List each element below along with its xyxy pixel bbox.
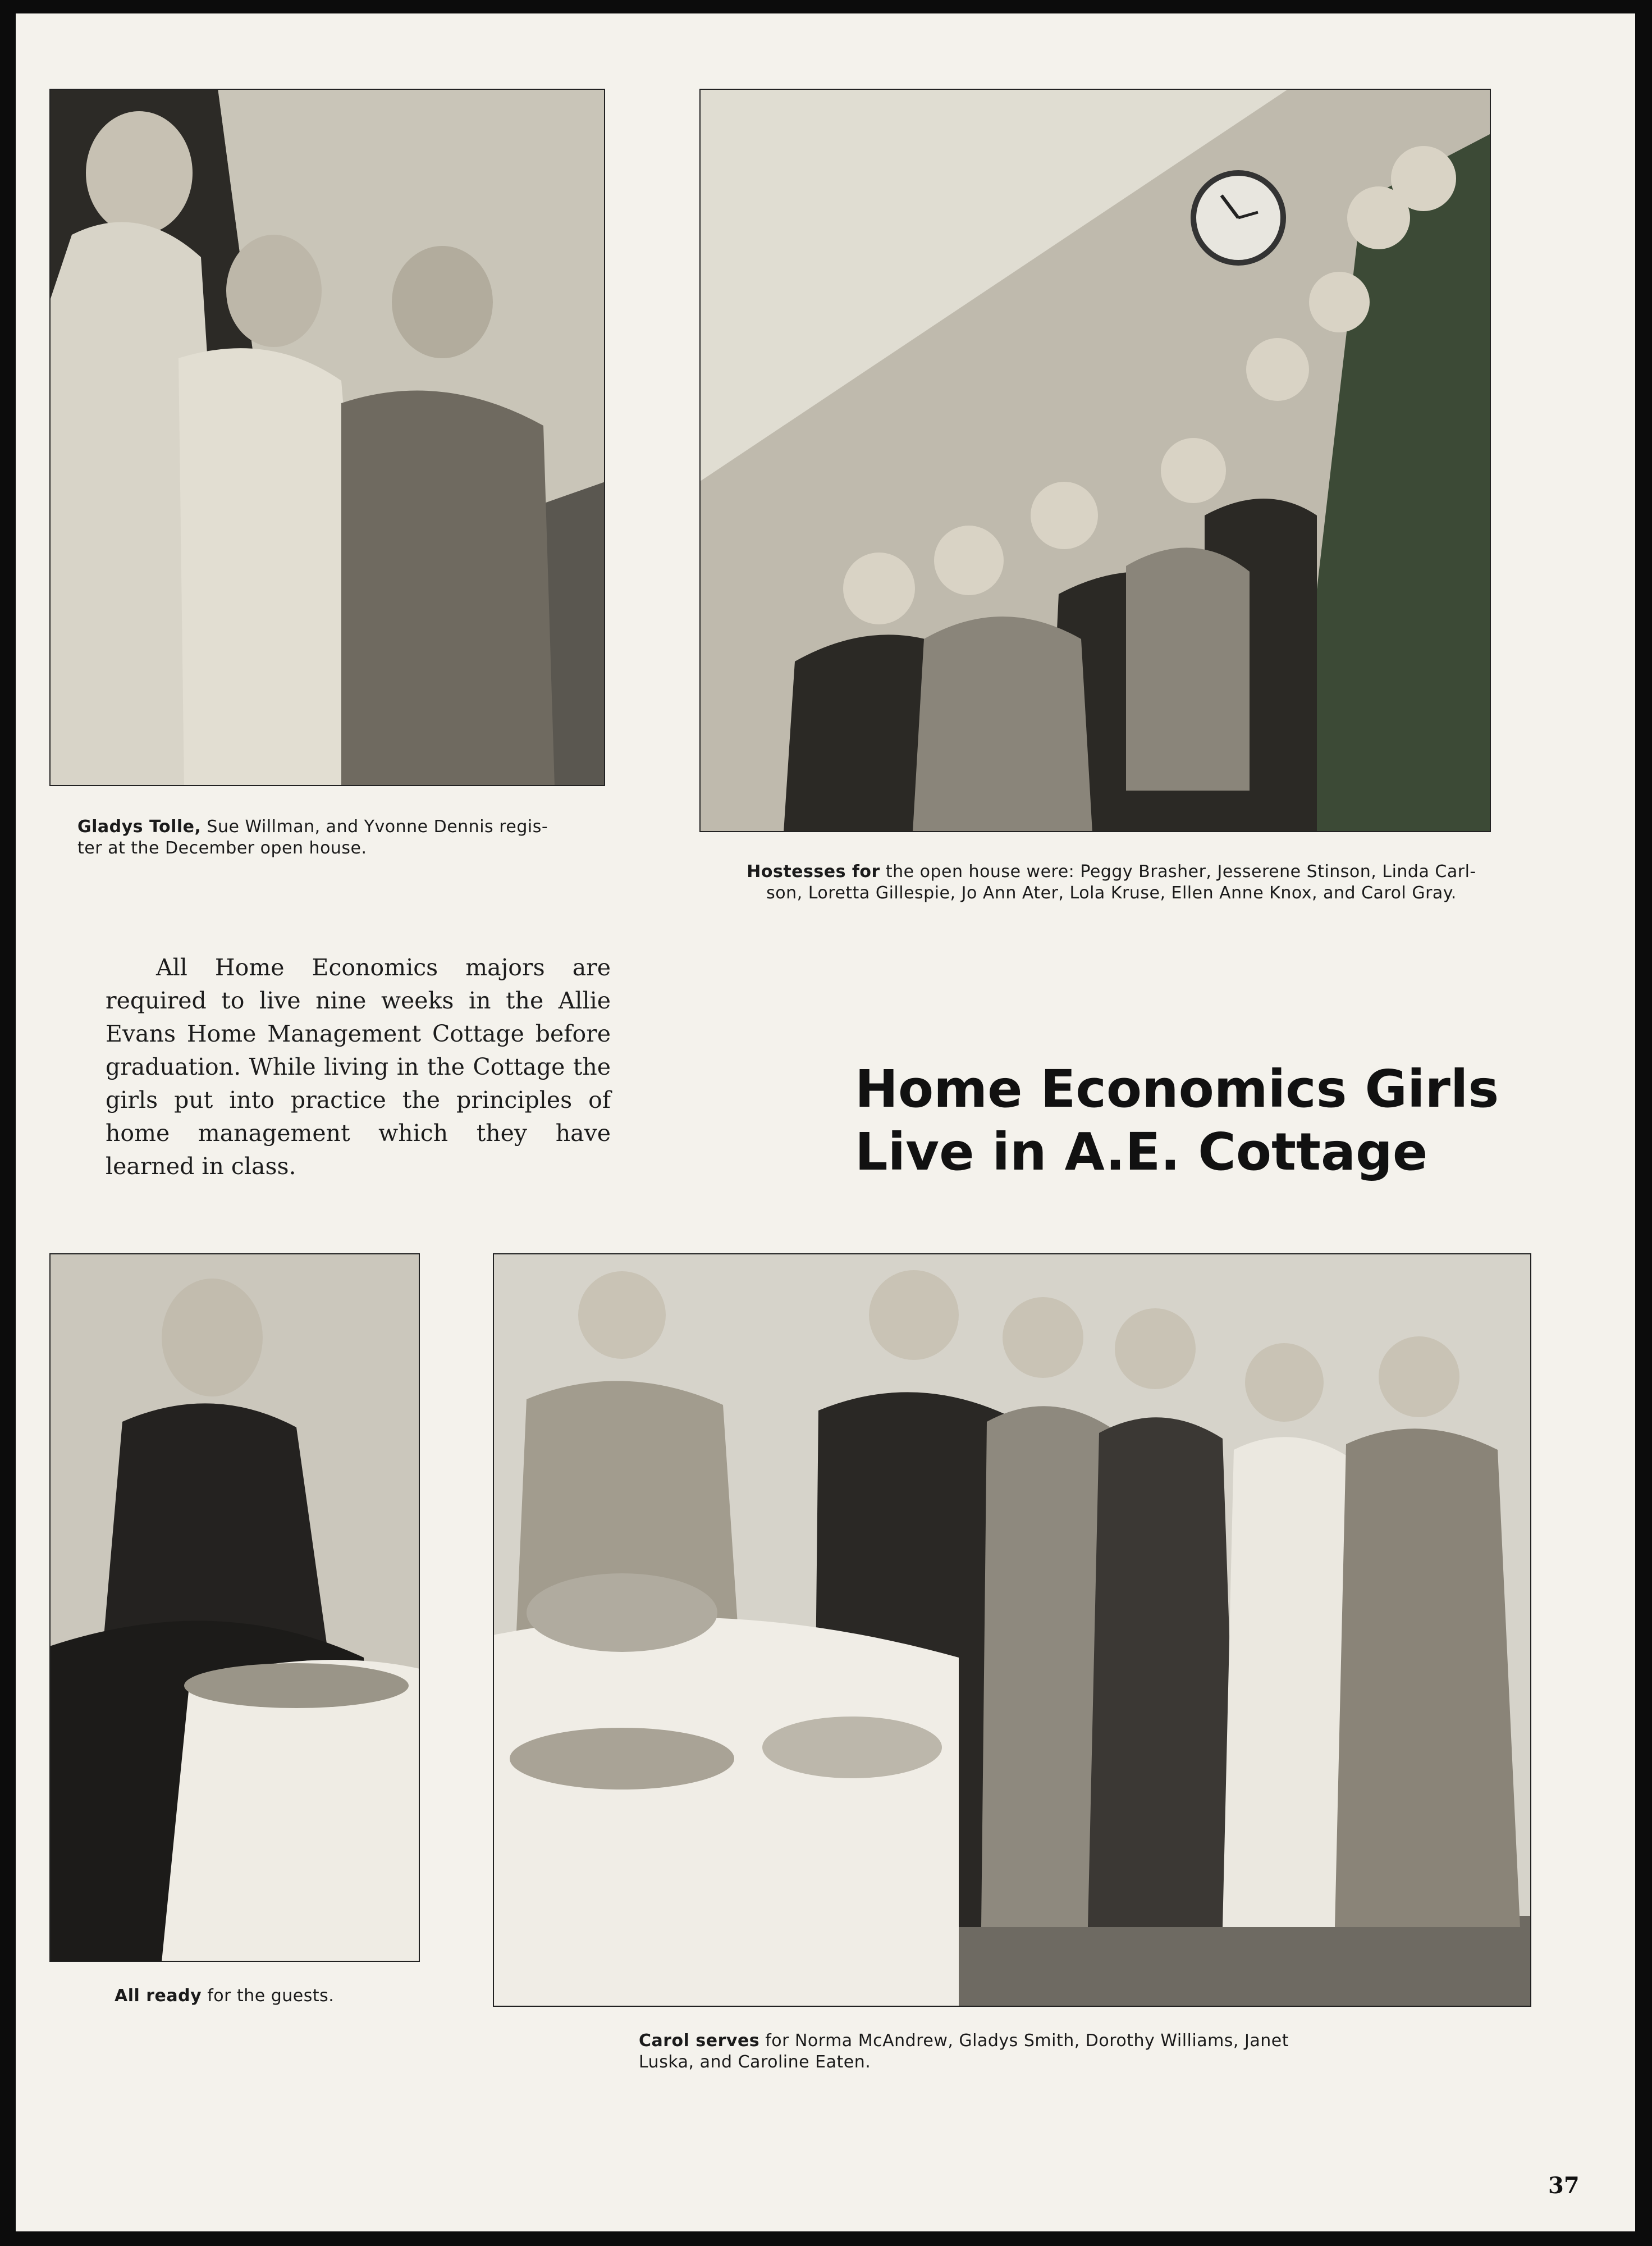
photo-serving-icon bbox=[493, 1253, 1531, 2007]
page-title-line-2: Live in A.E. Cottage bbox=[855, 1122, 1428, 1182]
caption-ready-text-1: for the guests. bbox=[202, 1986, 335, 2006]
caption-serving-text-1: for Norma McAndrew, Gladys Smith, Dorothy Williams, Janet bbox=[759, 2031, 1289, 2051]
caption-serving-lead: Carol serves bbox=[639, 2031, 760, 2051]
caption-hostesses-text-2: son, Loretta Gillespie, Jo Ann Ater, Lola Kruse, Ellen Anne Knox, and Carol Gray. bbox=[766, 883, 1457, 903]
photo-serving bbox=[493, 1253, 1531, 2007]
caption-registration bbox=[77, 816, 583, 859]
caption-registration-text-2: ter at the December open house. bbox=[77, 838, 367, 858]
page-number: 37 bbox=[1548, 2172, 1580, 2199]
caption-serving-text-2: Luska, and Caroline Eaten. bbox=[639, 2052, 871, 2072]
caption-ready-lead: All ready bbox=[115, 1986, 202, 2006]
yearbook-page bbox=[16, 13, 1635, 2231]
caption-registration-lead: Gladys Tolle, bbox=[77, 817, 202, 837]
caption-serving bbox=[639, 2030, 1481, 2073]
photo-registration-icon bbox=[49, 89, 605, 786]
caption-registration-text-1: Sue Willman, and Yvonne Dennis regis- bbox=[201, 817, 548, 837]
body-paragraph: All Home Economics majors are required to live nine weeks in the Allie Evans Home Management Cottage before graduation. While living in the Cottage the girls put into practice the principles of home management which they have learned in class. bbox=[106, 954, 611, 1180]
caption-hostesses bbox=[741, 861, 1482, 904]
photo-ready bbox=[49, 1253, 420, 1962]
photo-hostesses bbox=[699, 89, 1491, 832]
caption-ready bbox=[115, 1985, 406, 2007]
photo-ready-icon bbox=[49, 1253, 420, 1962]
page-title-line-1: Home Economics Girls bbox=[855, 1059, 1499, 1119]
caption-hostesses-lead: Hostesses for bbox=[747, 862, 880, 882]
photo-registration bbox=[49, 89, 605, 786]
photo-hostesses-icon bbox=[699, 89, 1491, 832]
caption-hostesses-text-1: the open house were: Peggy Brasher, Jesserene Stinson, Linda Carl- bbox=[880, 862, 1476, 882]
page-title bbox=[855, 1058, 1529, 1184]
